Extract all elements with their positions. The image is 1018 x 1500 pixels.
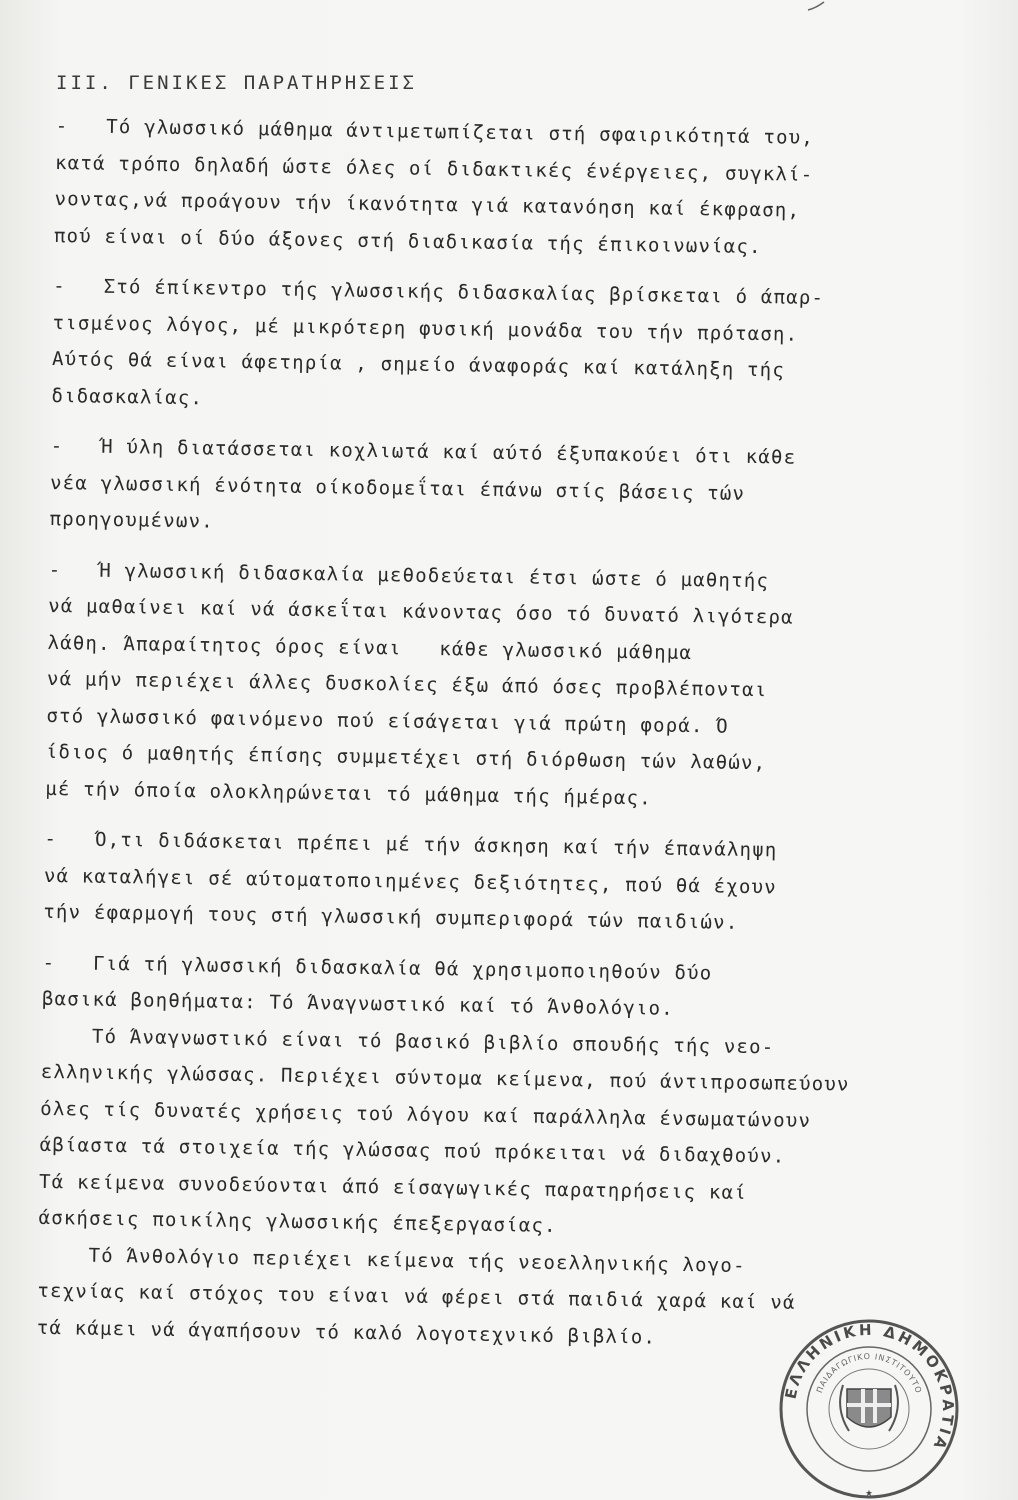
paragraph-1 bbox=[54, 108, 976, 268]
text-line: ελληνικής γλώσσας. Περιέχει σύντομα κείμενα, πού άντιπροσωπεύουν bbox=[40, 1060, 850, 1096]
text-line: άβίαστα τά στοιχεία τής γλώσσας πού πρόκειται νά διδαχθούν. bbox=[39, 1133, 786, 1168]
text-line: στό γλωσσικό φαινόμενο πού είσάγεται γιά πρώτη φορά. Ό bbox=[46, 704, 730, 738]
text-line: νοντας,νά προάγουν τήν ίκανότητα γιά κατανόηση καί έκφραση, bbox=[54, 187, 801, 222]
paragraph-6 bbox=[37, 944, 963, 1360]
text-line: βασικά βοηθήματα: Τό Άναγνωστικό καί τό Άνθολόγιο. bbox=[41, 987, 675, 1020]
text-line: νά καταλήγει σέ αύτοματοποιημένες δεξιότητες, πού θά έχουν bbox=[43, 864, 778, 898]
text-line: ίδιος ό μαθητής έπίσης συμμετέχει στή διόρθωση τών λαθών, bbox=[45, 740, 767, 775]
text-line: - Γιά τή γλωσσική διδασκαλία θά χρησιμοποιηθούν δύο bbox=[42, 951, 713, 984]
text-line: κατά τρόπο δηλαδή ώστε όλες οί διδακτικές ένέργειες, συγκλί- bbox=[54, 151, 814, 186]
stamp-outer-text: ΕΛΛΗΝΙΚΗ ΔΗΜΟΚΡΑΤΙΑ bbox=[781, 1320, 958, 1455]
paragraph-3 bbox=[49, 428, 971, 552]
text-line: - Ή γλωσσική διδασκαλία μεθοδεύεται έτσι ώστε ό μαθητής bbox=[48, 558, 770, 592]
text-line: νέα γλωσσική ένότητα οίκοδομεΐται έπάνω στίς βάσεις τών bbox=[49, 471, 746, 505]
text-line: τά κάμει νά άγαπήσουν τό καλό λογοτεχνικό βιβλίο. bbox=[36, 1316, 657, 1349]
text-line: - Τό γλωσσικό μάθημα άντιμετωπίζεται στή σφαιρικότητά του, bbox=[55, 114, 815, 149]
text-line: Τό Άναγνωστικό είναι τό βασικό βιβλίο σπουδής τής νεο- bbox=[41, 1024, 775, 1058]
text-line: πού είναι οί δύο άξονες στή διαδικασία τής έπικοινωνίας. bbox=[53, 224, 762, 258]
text-line: - Στό έπίκεντρο τής γλωσσικής διδασκαλίας βρίσκεται ό άπαρ- bbox=[53, 274, 825, 310]
paragraph-2 bbox=[51, 268, 973, 428]
stamp-emblem-icon bbox=[840, 1385, 898, 1431]
svg-text:★: ★ bbox=[865, 1485, 873, 1499]
text-line: προηγουμένων. bbox=[49, 507, 215, 533]
text-line: τισμένος λόγος, μέ μικρότερη φυσική μονάδα του τήν πρόταση. bbox=[52, 311, 799, 346]
stamp-inner-text: ΠΑΙΔΑΓΩΓΙΚΟ ΙΝΣΤΙΤΟΥΤΟ bbox=[814, 1351, 924, 1396]
paragraph-5 bbox=[43, 821, 965, 945]
text-line: άσκήσεις ποικίλης γλωσσικής έπεξεργασίας. bbox=[38, 1206, 557, 1238]
body-text bbox=[36, 108, 976, 1374]
text-line: διδασκαλίας. bbox=[51, 384, 204, 409]
text-line: Τά κείμενα συνοδεύονται άπό είσαγωγικές παρατηρήσεις καί bbox=[38, 1170, 748, 1204]
paragraph-4 bbox=[45, 551, 969, 821]
text-line: νά μήν περιέχει άλλες δυσκολίες έξω άπό όσες προβλέπονται bbox=[46, 667, 768, 702]
text-line: - Ό,τι διδάσκεται πρέπει μέ τήν άσκηση καί τήν έπανάληψη bbox=[44, 827, 778, 862]
text-line: μέ τήν όποία ολοκληρώνεται τό μάθημα τής ήμέρας. bbox=[45, 777, 653, 809]
text-line: νά μαθαίνει καί νά άσκεΐται κάνοντας όσο τό δυνατό λιγότερα bbox=[48, 594, 794, 629]
section-heading: III. ΓΕΝΙΚΕΣ ΠΑΡΑΤΗΡΗΣΕΙΣ bbox=[56, 72, 417, 94]
text-line: τεχνίας καί στόχος του είναι νά φέρει στά παιδιά χαρά καί νά bbox=[37, 1279, 796, 1314]
official-stamp bbox=[778, 1318, 960, 1500]
text-line: λάθη. Άπαραίτητος όρος είναι κάθε γλωσσικό μάθημα bbox=[47, 631, 693, 664]
text-line: Τό Άνθολόγιο περιέχει κείμενα τής νεοελληνικής λογο- bbox=[37, 1243, 746, 1277]
text-line: - Ή ύλη διατάσσεται κοχλιωτά καί αύτό έξυπακούει ότι κάθε bbox=[50, 434, 797, 469]
corner-pen-mark bbox=[806, 0, 826, 12]
text-line: τήν έφαρμογή τους στή γλωσσική συμπεριφορά τών παιδιών. bbox=[43, 900, 739, 934]
text-line: όλες τίς δυνατές χρήσεις τού λόγου καί παράλληλα ένσωματώνουν bbox=[40, 1097, 812, 1132]
text-line: Αύτός θά είναι άφετηρία , σημείο άναφοράς καί κατάληξη τής bbox=[51, 347, 786, 382]
